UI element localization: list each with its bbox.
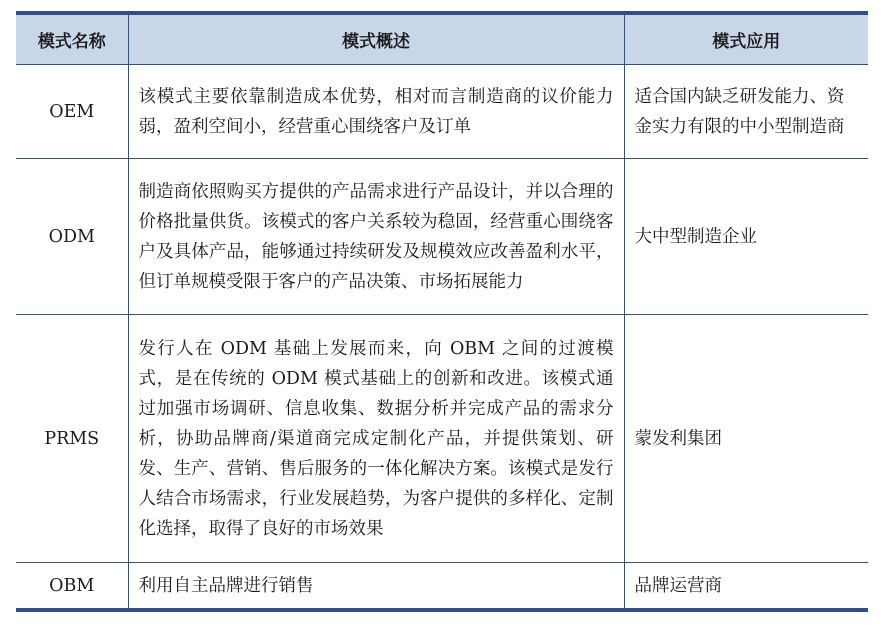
model-name-cell: OBM bbox=[16, 563, 128, 611]
model-summary-cell: 发行人在 ODM 基础上发展而来，向 OBM 之间的过渡模式，是在传统的 ODM 模式基础上的创新和改进。该模式通过加强市场调研、信息收集、数据分析并完成产品的需求分析，协助品牌商/渠道商完成定制化产品，并提供策划、研发、生产、营销、售后服务的一体化解决方案。该模式是发行人结合市场需求，行业发展趋势，为客户提供的多样化、定制化选择，取得了良好的市场效果 bbox=[128, 315, 624, 563]
model-application-cell: 大中型制造企业 bbox=[624, 159, 868, 315]
model-name-cell: OEM bbox=[16, 65, 128, 159]
header-model-name: 模式名称 bbox=[16, 13, 128, 65]
model-name-cell: ODM bbox=[16, 159, 128, 315]
model-application-cell: 品牌运营商 bbox=[624, 563, 868, 611]
header-model-summary: 模式概述 bbox=[128, 13, 624, 65]
table-row bbox=[16, 65, 868, 159]
model-summary-cell: 利用自主品牌进行销售 bbox=[128, 563, 624, 611]
business-model-table bbox=[16, 11, 868, 612]
table-row bbox=[16, 315, 868, 563]
header-row bbox=[16, 13, 868, 65]
model-summary-cell: 制造商依照购买方提供的产品需求进行产品设计，并以合理的价格批量供货。该模式的客户关系较为稳固，经营重心围绕客户及具体产品，能够通过持续研发及规模效应改善盈利水平，但订单规模受限于客户的产品决策、市场拓展能力 bbox=[128, 159, 624, 315]
header-model-application: 模式应用 bbox=[624, 13, 868, 65]
model-application-cell: 蒙发利集团 bbox=[624, 315, 868, 563]
table-row bbox=[16, 159, 868, 315]
table-row bbox=[16, 563, 868, 611]
model-summary-cell: 该模式主要依靠制造成本优势，相对而言制造商的议价能力弱，盈利空间小，经营重心围绕客户及订单 bbox=[128, 65, 624, 159]
model-name-cell: PRMS bbox=[16, 315, 128, 563]
model-application-cell: 适合国内缺乏研发能力、资金实力有限的中小型制造商 bbox=[624, 65, 868, 159]
